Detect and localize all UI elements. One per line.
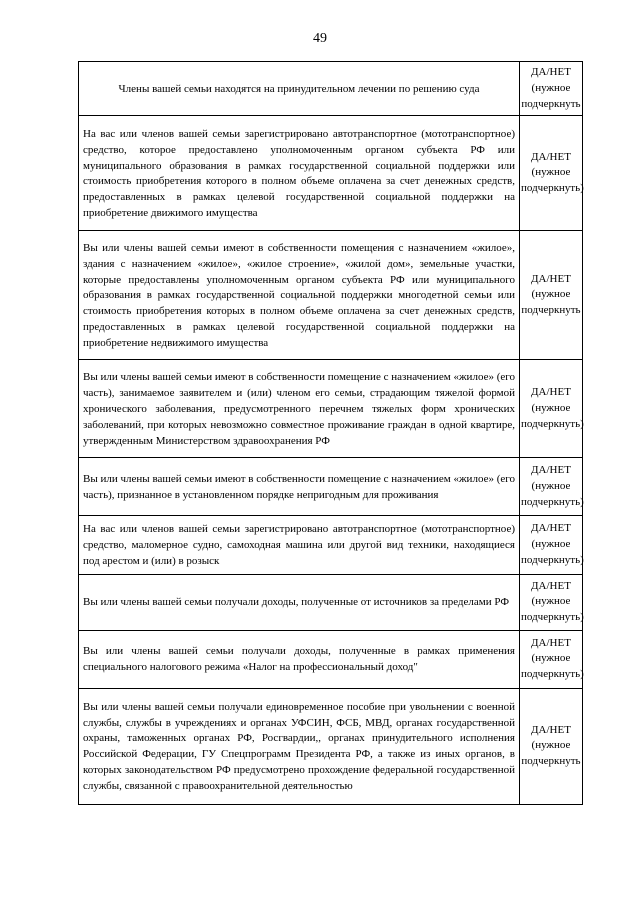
answer-hint: (нужное (531, 595, 571, 608)
table-row (79, 116, 583, 231)
answer-hint: подчеркнуть) (521, 611, 584, 624)
answer-cell[interactable] (520, 574, 583, 630)
question-cell: Вы или члены вашей семьи имеют в собственности помещение с назначением «жилое» (его часть), занимаемое заявителем и (или) членом его семьи, страдающим тяжелой формой хронического заболевания, предусмотренного перечнем тяжелых форм хронических заболеваний, при которых невозможно совместное проживание граждан в одной квартире, утвержденным Министерством здравоохранения РФ (79, 360, 520, 458)
answer-options[interactable]: ДА/НЕТ (531, 272, 571, 285)
answer-cell[interactable] (520, 516, 583, 574)
question-cell: Вы или члены вашей семьи имеют в собственности помещения с назначением «жилое», здания с назначением «жилое», «жилое строение», «жилой дом», земельные участки, которые предоставлены уполномоченным органом субъекта РФ или муниципального образования в рамках государственной социальной поддержки многодетной семьи или стоимость приобретения которых в полном объеме оплачена за счет денежных средств, предоставленных в рамках целевой государственной социальной поддержки на приобретение недвижимого имущества (79, 231, 520, 360)
answer-cell[interactable] (520, 630, 583, 688)
answer-cell[interactable] (520, 116, 583, 231)
table-row (79, 231, 583, 360)
answer-hint: подчеркнуть) (521, 495, 584, 508)
answer-hint: подчеркнуть (521, 304, 581, 317)
answer-hint: подчеркнуть) (521, 668, 584, 681)
question-cell: Вы или члены вашей семьи получали единовременное пособие при увольнении с военной службы, службы в учреждениях и органах УФСИН, ФСБ, МВД, органах государственной охраны, таможенных органах РФ, Росгвардии,, органах принудительного исполнения Российской Федерации, ГУ Спецпрограмм Президента РФ, а также из иных органов, в которых законодательством РФ предусмотрено прохождение федеральной государственной службы, связанной с правоохранительной деятельностью (79, 688, 520, 804)
question-cell: Члены вашей семьи находятся на принудительном лечении по решению суда (79, 62, 520, 116)
question-cell: Вы или члены вашей семьи получали доходы, полученные от источников за пределами РФ (79, 574, 520, 630)
table-row (79, 630, 583, 688)
page-number: 49 (313, 31, 327, 46)
table-row (79, 688, 583, 804)
table-row (79, 516, 583, 574)
answer-hint: (нужное (531, 538, 571, 551)
table-row (79, 458, 583, 516)
answer-hint: подчеркнуть (521, 97, 581, 110)
question-cell: На вас или членов вашей семьи зарегистрировано автотранспортное (мототранспортное) средство, маломерное судно, самоходная машина или другой вид техники, находящиеся под арестом и (или) в розыск (79, 516, 520, 574)
answer-hint: (нужное (531, 652, 571, 665)
answer-options[interactable]: ДА/НЕТ (531, 636, 571, 649)
answer-hint: (нужное (531, 288, 571, 301)
question-cell: На вас или членов вашей семьи зарегистрировано автотранспортное (мототранспортное) средство, которое предоставлено уполномоченным органом субъекта РФ или муниципального образования в рамках государственной социальной поддержки или стоимость приобретения которого в полном объеме оплачена за счет денежных средств, предоставленных в рамках целевой государственной социальной поддержки на приобретение движимого имущества (79, 116, 520, 231)
answer-hint: (нужное (531, 739, 571, 752)
questionnaire-table (78, 61, 583, 805)
answer-options[interactable]: ДА/НЕТ (531, 522, 571, 535)
answer-options[interactable]: ДА/НЕТ (531, 386, 571, 399)
answer-hint: подчеркнуть) (521, 553, 584, 566)
answer-hint: подчеркнуть) (521, 417, 584, 430)
answer-options[interactable]: ДА/НЕТ (531, 464, 571, 477)
table-row (79, 360, 583, 458)
question-cell: Вы или члены вашей семьи имеют в собственности помещение с назначением «жилое» (его часть), признанное в установленном порядке непригодным для проживания (79, 458, 520, 516)
answer-cell[interactable] (520, 360, 583, 458)
question-cell: Вы или члены вашей семьи получали доходы, полученные в рамках применения специального налогового режима «Налог на профессиональный доход" (79, 630, 520, 688)
answer-hint: (нужное (531, 479, 571, 492)
answer-hint: (нужное (531, 81, 571, 94)
answer-hint: (нужное (531, 166, 571, 179)
answer-cell[interactable] (520, 231, 583, 360)
answer-options[interactable]: ДА/НЕТ (531, 150, 571, 163)
table-row (79, 62, 583, 116)
table-row (79, 574, 583, 630)
answer-hint: (нужное (531, 401, 571, 414)
answer-options[interactable]: ДА/НЕТ (531, 579, 571, 592)
answer-cell[interactable] (520, 458, 583, 516)
answer-cell[interactable] (520, 688, 583, 804)
answer-hint: подчеркнуть (521, 755, 581, 768)
answer-options[interactable]: ДА/НЕТ (531, 723, 571, 736)
answer-options[interactable]: ДА/НЕТ (531, 66, 571, 78)
answer-cell[interactable] (520, 62, 583, 116)
answer-hint: подчеркнуть) (521, 182, 584, 195)
